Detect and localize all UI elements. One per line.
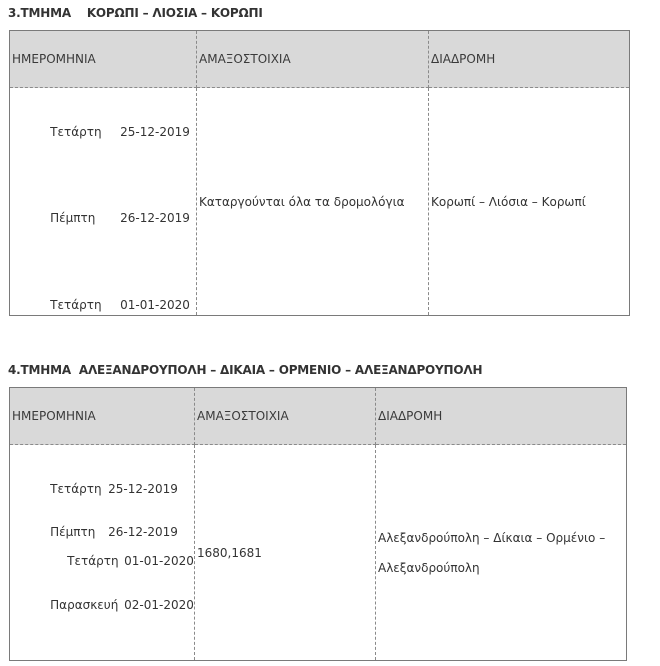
date-cell bbox=[10, 445, 195, 661]
column-header-date: ΗΜΕΡΟΜΗΝΙΑ bbox=[10, 388, 195, 445]
date-cell bbox=[10, 88, 197, 316]
train-cell: 1680,1681 bbox=[195, 445, 376, 661]
section-4-title: 4.ΤΜΗΜΑ ΑΛΕΞΑΝΔΡΟΥΠΟΛΗ – ΔΙΚΑΙΑ – ΟΡΜΕΝΙΟ – ΑΛΕΞΑΝΔΡΟΥΠΟΛΗ bbox=[8, 363, 483, 377]
section-4-table bbox=[9, 387, 627, 661]
train-cell: Καταργούνται όλα τα δρομολόγια bbox=[197, 88, 429, 316]
route-line: Αλεξανδρούπολη bbox=[378, 560, 480, 575]
route-cell: Κορωπί – Λιόσια – Κορωπί bbox=[429, 88, 630, 316]
weekday: Τετάρτη bbox=[67, 554, 119, 568]
column-header-route: ΔΙΑΔΡΟΜΗ bbox=[429, 31, 630, 88]
route-line: Αλεξανδρούπολη – Δίκαια – Ορμένιο – bbox=[378, 530, 606, 545]
route-cell bbox=[376, 445, 627, 661]
date: 25-12-2019 bbox=[120, 125, 190, 139]
date-line bbox=[12, 284, 190, 326]
column-header-train: ΑΜΑΞΟΣΤΟΙΧΙΑ bbox=[197, 31, 429, 88]
date: 01-01-2020 bbox=[120, 298, 190, 312]
weekday: Τετάρτη bbox=[50, 125, 102, 139]
date: 26-12-2019 bbox=[108, 525, 178, 539]
date-line bbox=[12, 584, 194, 626]
table-header-row bbox=[10, 388, 627, 445]
weekday: Τετάρτη bbox=[50, 298, 102, 312]
date: 01-01-2020 bbox=[124, 554, 194, 568]
column-header-route: ΔΙΑΔΡΟΜΗ bbox=[376, 388, 627, 445]
table-header-row bbox=[10, 31, 630, 88]
date: 26-12-2019 bbox=[120, 211, 190, 225]
table-row bbox=[10, 445, 627, 661]
section-3-title: 3.ΤΜΗΜΑ ΚΟΡΩΠΙ – ΛΙΟΣΙΑ – ΚΟΡΩΠΙ bbox=[8, 6, 263, 20]
weekday: Τετάρτη bbox=[50, 482, 102, 496]
date: 25-12-2019 bbox=[108, 482, 178, 496]
date-line bbox=[12, 197, 190, 239]
date-line bbox=[29, 540, 194, 582]
weekday: Πέμπτη bbox=[50, 525, 96, 539]
section-3-table bbox=[9, 30, 630, 316]
table-row bbox=[10, 88, 630, 316]
column-header-train: ΑΜΑΞΟΣΤΟΙΧΙΑ bbox=[195, 388, 376, 445]
date: 02-01-2020 bbox=[124, 598, 194, 612]
weekday: Πέμπτη bbox=[50, 211, 96, 225]
date-line bbox=[12, 111, 190, 153]
weekday: Παρασκευή bbox=[50, 598, 119, 612]
date-line bbox=[12, 468, 178, 510]
column-header-date: ΗΜΕΡΟΜΗΝΙΑ bbox=[10, 31, 197, 88]
